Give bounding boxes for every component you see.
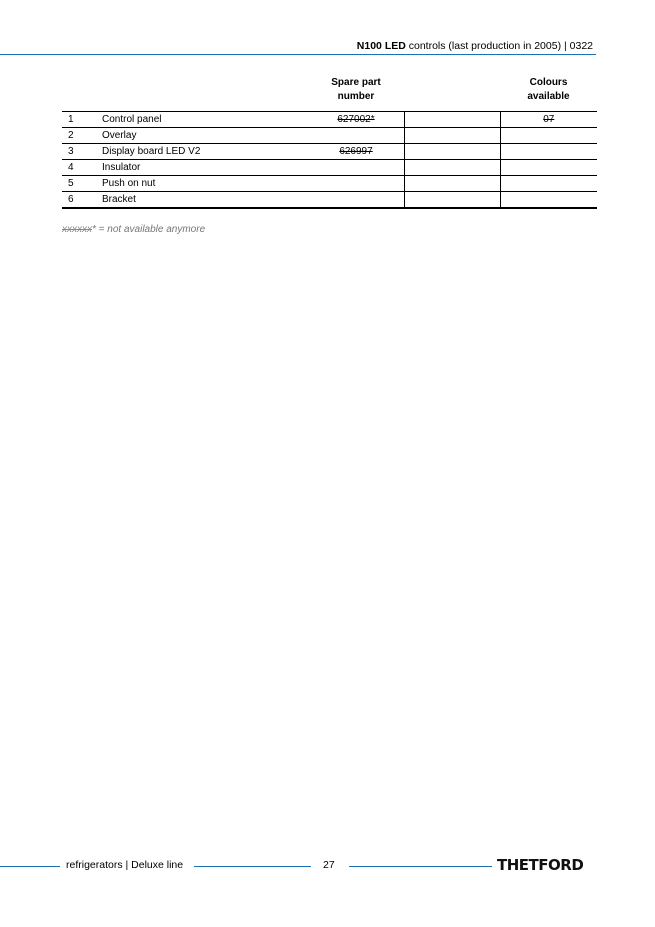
header-title-bold: N100 LED	[356, 40, 406, 52]
row-description: Insulator	[100, 160, 308, 176]
row-description: Control panel	[100, 112, 308, 128]
table-row	[62, 144, 597, 160]
table-header-row	[62, 76, 597, 112]
row-empty-cell	[404, 192, 500, 209]
row-number: 4	[62, 160, 100, 176]
row-number: 2	[62, 128, 100, 144]
footer-rule-mid-right	[349, 866, 492, 867]
row-empty-cell	[404, 128, 500, 144]
footer-rule-left	[0, 866, 60, 867]
table-row	[62, 112, 597, 128]
header-spare-part: Spare part number	[308, 76, 404, 112]
table-row	[62, 176, 597, 192]
header-colours: Colours available	[500, 76, 597, 112]
row-description: Overlay	[100, 128, 308, 144]
header-rule	[0, 54, 596, 55]
footnote-marker: xxxxxx	[62, 224, 92, 235]
header-cell-num	[62, 76, 100, 112]
table-row	[62, 160, 597, 176]
page-number: 27	[323, 859, 335, 871]
row-empty-cell	[404, 176, 500, 192]
row-number: 5	[62, 176, 100, 192]
row-description: Push on nut	[100, 176, 308, 192]
row-number: 1	[62, 112, 100, 128]
page-header-title	[357, 40, 593, 52]
header-cell-empty	[404, 76, 500, 112]
spare-parts-table	[62, 76, 597, 209]
thetford-logo: THETFORD	[497, 856, 584, 874]
row-colour: 07	[543, 114, 555, 125]
row-spare-part: 626997	[339, 146, 373, 157]
table-row	[62, 128, 597, 144]
header-cell-desc	[100, 76, 308, 112]
footer-rule-mid-left	[194, 866, 311, 867]
footnote	[62, 224, 205, 235]
row-description: Display board LED V2	[100, 144, 308, 160]
row-spare-part: 627002*	[337, 114, 375, 125]
row-number: 3	[62, 144, 100, 160]
table-row	[62, 192, 597, 209]
row-empty-cell	[404, 112, 500, 128]
row-empty-cell	[404, 144, 500, 160]
row-number: 6	[62, 192, 100, 209]
footer-title: refrigerators | Deluxe line	[66, 859, 184, 871]
header-title-rest: controls (last production in 2005) | 0322	[405, 40, 593, 52]
row-description: Bracket	[100, 192, 308, 209]
footnote-text: * = not available anymore	[92, 224, 206, 235]
row-empty-cell	[404, 160, 500, 176]
